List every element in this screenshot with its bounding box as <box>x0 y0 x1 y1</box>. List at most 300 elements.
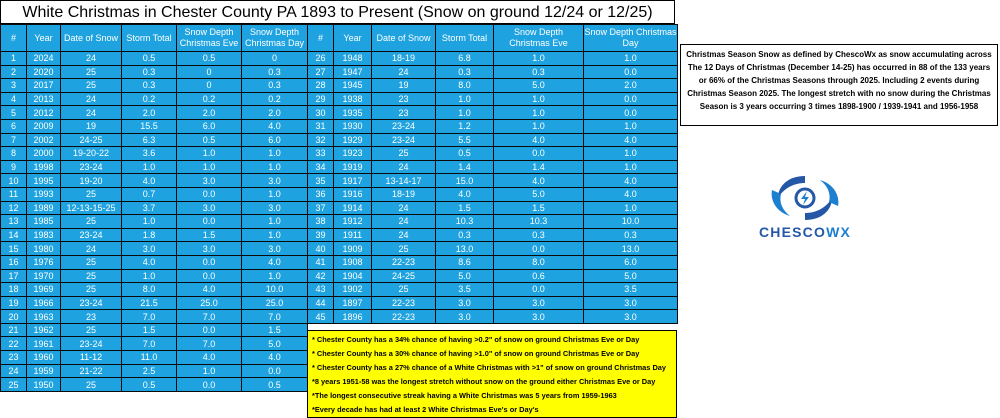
cell-depth-day[interactable]: 1.0 <box>242 269 308 283</box>
cell-depth-eve[interactable]: 0.3 <box>494 228 584 242</box>
cell-year[interactable]: 2000 <box>27 147 61 161</box>
cell-year[interactable]: 1935 <box>334 106 372 120</box>
cell-year[interactable]: 1998 <box>27 160 61 174</box>
cell-depth-day[interactable]: 0 <box>242 52 308 66</box>
cell-year[interactable]: 1976 <box>27 255 61 269</box>
cell-num[interactable]: 9 <box>1 160 27 174</box>
header-date-of-snow[interactable]: Date of Snow <box>61 25 122 52</box>
cell-depth-eve[interactable]: 0.0 <box>177 323 242 337</box>
cell-depth-day[interactable]: 0.0 <box>584 65 678 79</box>
cell-date-of-snow[interactable]: 18-19 <box>372 52 436 66</box>
cell-num[interactable]: 45 <box>308 310 334 324</box>
cell-storm-total[interactable]: 7.0 <box>122 337 177 351</box>
cell-date-of-snow[interactable]: 19-20 <box>61 174 122 188</box>
cell-depth-day[interactable]: 3.0 <box>242 242 308 256</box>
cell-date-of-snow[interactable]: 24 <box>61 52 122 66</box>
header-storm-total[interactable]: Storm Total <box>436 25 494 52</box>
cell-depth-eve[interactable]: 1.4 <box>494 160 584 174</box>
cell-num[interactable]: 23 <box>1 351 27 365</box>
cell-storm-total[interactable]: 10.3 <box>436 215 494 229</box>
cell-num[interactable]: 14 <box>1 228 27 242</box>
cell-num[interactable]: 22 <box>1 337 27 351</box>
cell-depth-eve[interactable]: 6.0 <box>177 119 242 133</box>
cell-depth-eve[interactable]: 8.0 <box>494 255 584 269</box>
cell-date-of-snow[interactable]: 25 <box>61 215 122 229</box>
cell-date-of-snow[interactable]: 19-20-22 <box>61 147 122 161</box>
cell-num[interactable]: 33 <box>308 147 334 161</box>
header-year[interactable]: Year <box>334 25 372 52</box>
cell-storm-total[interactable]: 3.0 <box>122 242 177 256</box>
cell-year[interactable]: 1995 <box>27 174 61 188</box>
cell-depth-eve[interactable]: 4.0 <box>177 351 242 365</box>
cell-date-of-snow[interactable]: 24 <box>61 106 122 120</box>
cell-depth-day[interactable]: 1.0 <box>584 147 678 161</box>
cell-storm-total[interactable]: 0.3 <box>122 65 177 79</box>
cell-num[interactable]: 8 <box>1 147 27 161</box>
cell-num[interactable]: 7 <box>1 133 27 147</box>
cell-depth-day[interactable]: 4.0 <box>242 351 308 365</box>
cell-year[interactable]: 1909 <box>334 242 372 256</box>
table-row <box>1 106 308 120</box>
cell-depth-eve[interactable]: 0.0 <box>177 269 242 283</box>
cell-storm-total[interactable]: 21.5 <box>122 296 177 310</box>
cell-depth-day[interactable]: 5.0 <box>584 269 678 283</box>
cell-year[interactable]: 1917 <box>334 174 372 188</box>
cell-depth-eve[interactable]: 2.0 <box>177 106 242 120</box>
cell-storm-total[interactable]: 4.0 <box>436 187 494 201</box>
cell-depth-eve[interactable]: 4.0 <box>494 133 584 147</box>
cell-date-of-snow[interactable]: 25 <box>61 187 122 201</box>
cell-year[interactable]: 1983 <box>27 228 61 242</box>
cell-date-of-snow[interactable]: 23-24 <box>61 228 122 242</box>
cell-storm-total[interactable]: 5.5 <box>436 133 494 147</box>
cell-depth-day[interactable]: 0.3 <box>584 228 678 242</box>
cell-depth-eve[interactable]: 0.0 <box>494 242 584 256</box>
cell-depth-day[interactable]: 5.0 <box>242 337 308 351</box>
cell-storm-total[interactable]: 8.0 <box>122 283 177 297</box>
cell-year[interactable]: 1916 <box>334 187 372 201</box>
cell-storm-total[interactable]: 1.0 <box>436 106 494 120</box>
cell-num[interactable]: 28 <box>308 79 334 93</box>
header-storm-total[interactable]: Storm Total <box>122 25 177 52</box>
cell-num[interactable]: 41 <box>308 255 334 269</box>
cell-num[interactable]: 34 <box>308 160 334 174</box>
cell-year[interactable]: 1961 <box>27 337 61 351</box>
table-row <box>308 119 678 133</box>
cell-depth-eve[interactable]: 5.0 <box>494 187 584 201</box>
cell-year[interactable]: 1945 <box>334 79 372 93</box>
cell-date-of-snow[interactable]: 23-24 <box>372 119 436 133</box>
table-row <box>1 228 308 242</box>
cell-num[interactable]: 12 <box>1 201 27 215</box>
cell-year[interactable]: 1938 <box>334 92 372 106</box>
christmas-season-description: Christmas Season Snow as defined by ChescoWx as snow accumulating across The 12 Days of Christmas (December 14-25) has occurred in 88 of the 133 years or 66% of the Christmas Seasons through 2025. Including 2 events during Christmas Season 2025. The longest stretch with no snow during the Christmas Season is 3 years occurring 3 times 1898-1900 / 1939-1941 and 1956-1958 <box>680 44 998 126</box>
cell-depth-eve[interactable]: 5.0 <box>494 79 584 93</box>
cell-year[interactable]: 1959 <box>27 364 61 378</box>
cell-depth-day[interactable]: 7.0 <box>242 310 308 324</box>
cell-year[interactable]: 1948 <box>334 52 372 66</box>
cell-num[interactable]: 10 <box>1 174 27 188</box>
cell-depth-eve[interactable]: 1.0 <box>494 106 584 120</box>
cell-storm-total[interactable]: 0.3 <box>436 65 494 79</box>
cell-num[interactable]: 24 <box>1 364 27 378</box>
header-num[interactable]: # <box>308 25 334 52</box>
cell-num[interactable]: 1 <box>1 52 27 66</box>
cell-year[interactable]: 2013 <box>27 92 61 106</box>
cell-num[interactable]: 5 <box>1 106 27 120</box>
cell-year[interactable]: 1980 <box>27 242 61 256</box>
cell-date-of-snow[interactable]: 25 <box>61 79 122 93</box>
cell-date-of-snow[interactable]: 24 <box>61 242 122 256</box>
cell-depth-day[interactable]: 1.0 <box>584 119 678 133</box>
cell-depth-day[interactable]: 3.5 <box>584 283 678 297</box>
cell-depth-day[interactable]: 0.2 <box>242 92 308 106</box>
cell-depth-day[interactable]: 1.0 <box>584 160 678 174</box>
table-row <box>1 242 308 256</box>
cell-depth-day[interactable]: 0.0 <box>242 364 308 378</box>
cell-depth-day[interactable]: 0.0 <box>584 106 678 120</box>
cell-num[interactable]: 13 <box>1 215 27 229</box>
cell-depth-day[interactable]: 3.0 <box>584 310 678 324</box>
cell-num[interactable]: 4 <box>1 92 27 106</box>
cell-depth-day[interactable]: 0.3 <box>242 65 308 79</box>
header-depth-day[interactable]: Snow Depth Christmas Day <box>584 25 678 52</box>
cell-num[interactable]: 18 <box>1 283 27 297</box>
cell-depth-day[interactable]: 13.0 <box>584 242 678 256</box>
cell-date-of-snow[interactable]: 23 <box>61 310 122 324</box>
cell-year[interactable]: 1962 <box>27 323 61 337</box>
cell-depth-eve[interactable]: 7.0 <box>177 337 242 351</box>
cell-depth-day[interactable]: 3.0 <box>242 174 308 188</box>
cell-year[interactable]: 1947 <box>334 65 372 79</box>
cell-num[interactable]: 44 <box>308 296 334 310</box>
cell-depth-eve[interactable]: 3.0 <box>177 242 242 256</box>
cell-num[interactable]: 25 <box>1 378 27 392</box>
cell-date-of-snow[interactable]: 25 <box>61 269 122 283</box>
cell-depth-eve[interactable]: 1.0 <box>494 52 584 66</box>
cell-num[interactable]: 40 <box>308 242 334 256</box>
cell-storm-total[interactable]: 1.5 <box>122 323 177 337</box>
cell-storm-total[interactable]: 1.5 <box>436 201 494 215</box>
cell-date-of-snow[interactable]: 24 <box>372 201 436 215</box>
cell-depth-eve[interactable]: 3.0 <box>177 174 242 188</box>
cell-storm-total[interactable]: 2.5 <box>122 364 177 378</box>
cell-storm-total[interactable]: 4.0 <box>122 255 177 269</box>
cell-depth-day[interactable]: 4.0 <box>242 255 308 269</box>
table-header-row <box>1 25 308 52</box>
cell-storm-total[interactable]: 0.3 <box>436 228 494 242</box>
cell-storm-total[interactable]: 0.5 <box>436 147 494 161</box>
header-depth-eve[interactable]: Snow Depth Christmas Eve <box>177 25 242 52</box>
cell-storm-total[interactable]: 0.2 <box>122 92 177 106</box>
cell-storm-total[interactable]: 3.7 <box>122 201 177 215</box>
cell-num[interactable]: 17 <box>1 269 27 283</box>
cell-storm-total[interactable]: 1.0 <box>122 215 177 229</box>
cell-date-of-snow[interactable]: 18-19 <box>372 187 436 201</box>
cell-storm-total[interactable]: 13.0 <box>436 242 494 256</box>
cell-date-of-snow[interactable]: 25 <box>61 283 122 297</box>
table-row <box>1 133 308 147</box>
cell-date-of-snow[interactable]: 12-13-15-25 <box>61 201 122 215</box>
cell-date-of-snow[interactable]: 25 <box>61 323 122 337</box>
cell-depth-day[interactable]: 4.0 <box>242 119 308 133</box>
table-row <box>308 65 678 79</box>
cell-year[interactable]: 2009 <box>27 119 61 133</box>
cell-storm-total[interactable]: 1.8 <box>122 228 177 242</box>
cell-depth-eve[interactable]: 0.5 <box>177 52 242 66</box>
cell-num[interactable]: 3 <box>1 79 27 93</box>
cell-year[interactable]: 1989 <box>27 201 61 215</box>
cell-depth-eve[interactable]: 0 <box>177 65 242 79</box>
cell-date-of-snow[interactable]: 11-12 <box>61 351 122 365</box>
cell-depth-eve[interactable]: 7.0 <box>177 310 242 324</box>
cell-depth-eve[interactable]: 0.0 <box>494 147 584 161</box>
cell-depth-day[interactable]: 1.0 <box>242 187 308 201</box>
cell-depth-eve[interactable]: 1.0 <box>494 119 584 133</box>
cell-year[interactable]: 2017 <box>27 79 61 93</box>
cell-storm-total[interactable]: 0.5 <box>122 52 177 66</box>
header-num[interactable]: # <box>1 25 27 52</box>
cell-date-of-snow[interactable]: 25 <box>61 378 122 392</box>
cell-date-of-snow[interactable]: 25 <box>61 255 122 269</box>
cell-storm-total[interactable]: 6.3 <box>122 133 177 147</box>
cell-depth-day[interactable]: 4.0 <box>584 174 678 188</box>
cell-num[interactable]: 11 <box>1 187 27 201</box>
cell-storm-total[interactable]: 8.0 <box>436 79 494 93</box>
cell-depth-eve[interactable]: 0.3 <box>494 65 584 79</box>
cell-storm-total[interactable]: 8.6 <box>436 255 494 269</box>
cell-depth-day[interactable]: 3.0 <box>584 296 678 310</box>
cell-year[interactable]: 2012 <box>27 106 61 120</box>
cell-depth-eve[interactable]: 1.0 <box>177 364 242 378</box>
cell-depth-eve[interactable]: 0 <box>177 79 242 93</box>
cell-year[interactable]: 1923 <box>334 147 372 161</box>
cell-date-of-snow[interactable]: 19 <box>372 79 436 93</box>
cell-depth-day[interactable]: 0.0 <box>584 92 678 106</box>
cell-depth-day[interactable]: 1.0 <box>242 228 308 242</box>
table-row <box>1 52 308 66</box>
cell-date-of-snow[interactable]: 24-25 <box>372 269 436 283</box>
cell-depth-eve[interactable]: 0.0 <box>177 378 242 392</box>
table-row <box>308 79 678 93</box>
cell-num[interactable]: 30 <box>308 106 334 120</box>
cell-year[interactable]: 1966 <box>27 296 61 310</box>
cell-depth-day[interactable]: 6.0 <box>584 255 678 269</box>
header-date-of-snow[interactable]: Date of Snow <box>372 25 436 52</box>
cell-depth-eve[interactable]: 0.0 <box>177 215 242 229</box>
cell-date-of-snow[interactable]: 25 <box>372 283 436 297</box>
cell-storm-total[interactable]: 1.2 <box>436 119 494 133</box>
cell-num[interactable]: 37 <box>308 201 334 215</box>
cell-depth-day[interactable]: 1.0 <box>584 52 678 66</box>
cell-date-of-snow[interactable]: 24 <box>372 215 436 229</box>
note-line: * Chester County has a 30% chance of having >1.0" of snow on ground Christmas Eve or Day <box>312 349 640 358</box>
cell-num[interactable]: 43 <box>308 283 334 297</box>
cell-depth-eve[interactable]: 0.0 <box>177 255 242 269</box>
cell-date-of-snow[interactable]: 25 <box>372 147 436 161</box>
cell-depth-day[interactable]: 0.3 <box>242 79 308 93</box>
cell-storm-total[interactable]: 0.3 <box>122 79 177 93</box>
cell-storm-total[interactable]: 1.4 <box>436 160 494 174</box>
cell-date-of-snow[interactable]: 23-24 <box>61 337 122 351</box>
cell-num[interactable]: 29 <box>308 92 334 106</box>
cell-num[interactable]: 32 <box>308 133 334 147</box>
cell-year[interactable]: 1912 <box>334 215 372 229</box>
cell-depth-eve[interactable]: 0.5 <box>177 133 242 147</box>
cell-storm-total[interactable]: 11.0 <box>122 351 177 365</box>
cell-date-of-snow[interactable]: 22-23 <box>372 296 436 310</box>
cell-storm-total[interactable]: 4.0 <box>122 174 177 188</box>
cell-num[interactable]: 39 <box>308 228 334 242</box>
table-row <box>1 337 308 351</box>
cell-depth-day[interactable]: 1.0 <box>242 147 308 161</box>
cell-date-of-snow[interactable]: 22-23 <box>372 255 436 269</box>
cell-depth-eve[interactable]: 25.0 <box>177 296 242 310</box>
cell-date-of-snow[interactable]: 24-25 <box>61 133 122 147</box>
header-depth-day[interactable]: Snow Depth Christmas Day <box>242 25 308 52</box>
cell-depth-eve[interactable]: 1.0 <box>177 147 242 161</box>
cell-depth-eve[interactable]: 4.0 <box>177 283 242 297</box>
cell-year[interactable]: 1919 <box>334 160 372 174</box>
cell-storm-total[interactable]: 1.0 <box>122 269 177 283</box>
cell-year[interactable]: 1896 <box>334 310 372 324</box>
cell-num[interactable]: 19 <box>1 296 27 310</box>
cell-num[interactable]: 2 <box>1 65 27 79</box>
cell-depth-day[interactable]: 4.0 <box>584 187 678 201</box>
cell-depth-eve[interactable]: 3.0 <box>494 310 584 324</box>
cell-year[interactable]: 1914 <box>334 201 372 215</box>
cell-depth-eve[interactable]: 0.6 <box>494 269 584 283</box>
cell-depth-eve[interactable]: 3.0 <box>177 201 242 215</box>
cell-storm-total[interactable]: 0.5 <box>122 378 177 392</box>
cell-date-of-snow[interactable]: 23 <box>372 92 436 106</box>
cell-depth-eve[interactable]: 3.0 <box>494 296 584 310</box>
cell-year[interactable]: 1897 <box>334 296 372 310</box>
cell-year[interactable]: 1902 <box>334 283 372 297</box>
cell-storm-total[interactable]: 3.5 <box>436 283 494 297</box>
cell-num[interactable]: 42 <box>308 269 334 283</box>
cell-storm-total[interactable]: 6.8 <box>436 52 494 66</box>
cell-date-of-snow[interactable]: 24 <box>372 160 436 174</box>
header-depth-eve[interactable]: Snow Depth Christmas Eve <box>494 25 584 52</box>
cell-num[interactable]: 35 <box>308 174 334 188</box>
cell-date-of-snow[interactable]: 19 <box>61 119 122 133</box>
cell-num[interactable]: 15 <box>1 242 27 256</box>
cell-storm-total[interactable]: 2.0 <box>122 106 177 120</box>
cell-depth-eve[interactable]: 1.5 <box>494 201 584 215</box>
cell-date-of-snow[interactable]: 13-14-17 <box>372 174 436 188</box>
cell-year[interactable]: 1908 <box>334 255 372 269</box>
cell-depth-day[interactable]: 10.0 <box>584 215 678 229</box>
cell-date-of-snow[interactable]: 23-24 <box>61 296 122 310</box>
cell-num[interactable]: 36 <box>308 187 334 201</box>
cell-storm-total[interactable]: 1.0 <box>122 160 177 174</box>
table-row <box>1 92 308 106</box>
cell-year[interactable]: 1911 <box>334 228 372 242</box>
cell-num[interactable]: 31 <box>308 119 334 133</box>
cell-year[interactable]: 1969 <box>27 283 61 297</box>
cell-depth-day[interactable]: 2.0 <box>242 106 308 120</box>
cell-year[interactable]: 1950 <box>27 378 61 392</box>
cell-storm-total[interactable]: 3.0 <box>436 310 494 324</box>
cell-storm-total[interactable]: 5.0 <box>436 269 494 283</box>
cell-year[interactable]: 2024 <box>27 52 61 66</box>
header-year[interactable]: Year <box>27 25 61 52</box>
cell-depth-day[interactable]: 1.0 <box>584 201 678 215</box>
cell-year[interactable]: 1930 <box>334 119 372 133</box>
cell-depth-day[interactable]: 2.0 <box>584 79 678 93</box>
cell-date-of-snow[interactable]: 24 <box>372 228 436 242</box>
cell-num[interactable]: 21 <box>1 323 27 337</box>
cell-depth-eve[interactable]: 0.2 <box>177 92 242 106</box>
cell-num[interactable]: 27 <box>308 65 334 79</box>
cell-num[interactable]: 26 <box>308 52 334 66</box>
table-row <box>308 201 678 215</box>
cell-depth-day[interactable]: 1.0 <box>242 160 308 174</box>
cell-year[interactable]: 1904 <box>334 269 372 283</box>
cell-year[interactable]: 1993 <box>27 187 61 201</box>
notes-box <box>307 330 677 418</box>
table-row <box>308 133 678 147</box>
cell-date-of-snow[interactable]: 23-24 <box>372 133 436 147</box>
cell-depth-day[interactable]: 1.0 <box>242 215 308 229</box>
cell-year[interactable]: 1985 <box>27 215 61 229</box>
cell-year[interactable]: 1960 <box>27 351 61 365</box>
cell-date-of-snow[interactable]: 25 <box>61 65 122 79</box>
cell-year[interactable]: 2002 <box>27 133 61 147</box>
cell-depth-day[interactable]: 10.0 <box>242 283 308 297</box>
cell-depth-day[interactable]: 4.0 <box>584 133 678 147</box>
cell-num[interactable]: 6 <box>1 119 27 133</box>
cell-depth-day[interactable]: 1.5 <box>242 323 308 337</box>
cell-date-of-snow[interactable]: 23 <box>372 106 436 120</box>
cell-depth-eve[interactable]: 0.0 <box>177 187 242 201</box>
cell-storm-total[interactable]: 3.0 <box>436 296 494 310</box>
cell-depth-day[interactable]: 25.0 <box>242 296 308 310</box>
cell-storm-total[interactable]: 7.0 <box>122 310 177 324</box>
cell-depth-day[interactable]: 0.5 <box>242 378 308 392</box>
left-table <box>0 24 308 392</box>
table-row <box>1 255 308 269</box>
cell-date-of-snow[interactable]: 24 <box>61 92 122 106</box>
cell-date-of-snow[interactable]: 21-22 <box>61 364 122 378</box>
cell-year[interactable]: 1963 <box>27 310 61 324</box>
cell-depth-day[interactable]: 6.0 <box>242 133 308 147</box>
cell-depth-eve[interactable]: 0.0 <box>494 283 584 297</box>
cell-depth-eve[interactable]: 4.0 <box>494 174 584 188</box>
cell-storm-total[interactable]: 1.0 <box>436 92 494 106</box>
cell-storm-total[interactable]: 15.0 <box>436 174 494 188</box>
cell-depth-eve[interactable]: 1.0 <box>177 160 242 174</box>
cell-depth-eve[interactable]: 1.5 <box>177 228 242 242</box>
cell-num[interactable]: 16 <box>1 255 27 269</box>
cell-depth-eve[interactable]: 1.0 <box>494 92 584 106</box>
cell-date-of-snow[interactable]: 23-24 <box>61 160 122 174</box>
cell-num[interactable]: 38 <box>308 215 334 229</box>
cell-num[interactable]: 20 <box>1 310 27 324</box>
cell-storm-total[interactable]: 3.6 <box>122 147 177 161</box>
cell-storm-total[interactable]: 15.5 <box>122 119 177 133</box>
cell-year[interactable]: 1929 <box>334 133 372 147</box>
cell-date-of-snow[interactable]: 25 <box>372 242 436 256</box>
cell-storm-total[interactable]: 0.7 <box>122 187 177 201</box>
cell-depth-day[interactable]: 3.0 <box>242 201 308 215</box>
cell-year[interactable]: 2020 <box>27 65 61 79</box>
cell-date-of-snow[interactable]: 22-23 <box>372 310 436 324</box>
cell-year[interactable]: 1970 <box>27 269 61 283</box>
cell-date-of-snow[interactable]: 24 <box>372 65 436 79</box>
cell-depth-eve[interactable]: 10.3 <box>494 215 584 229</box>
